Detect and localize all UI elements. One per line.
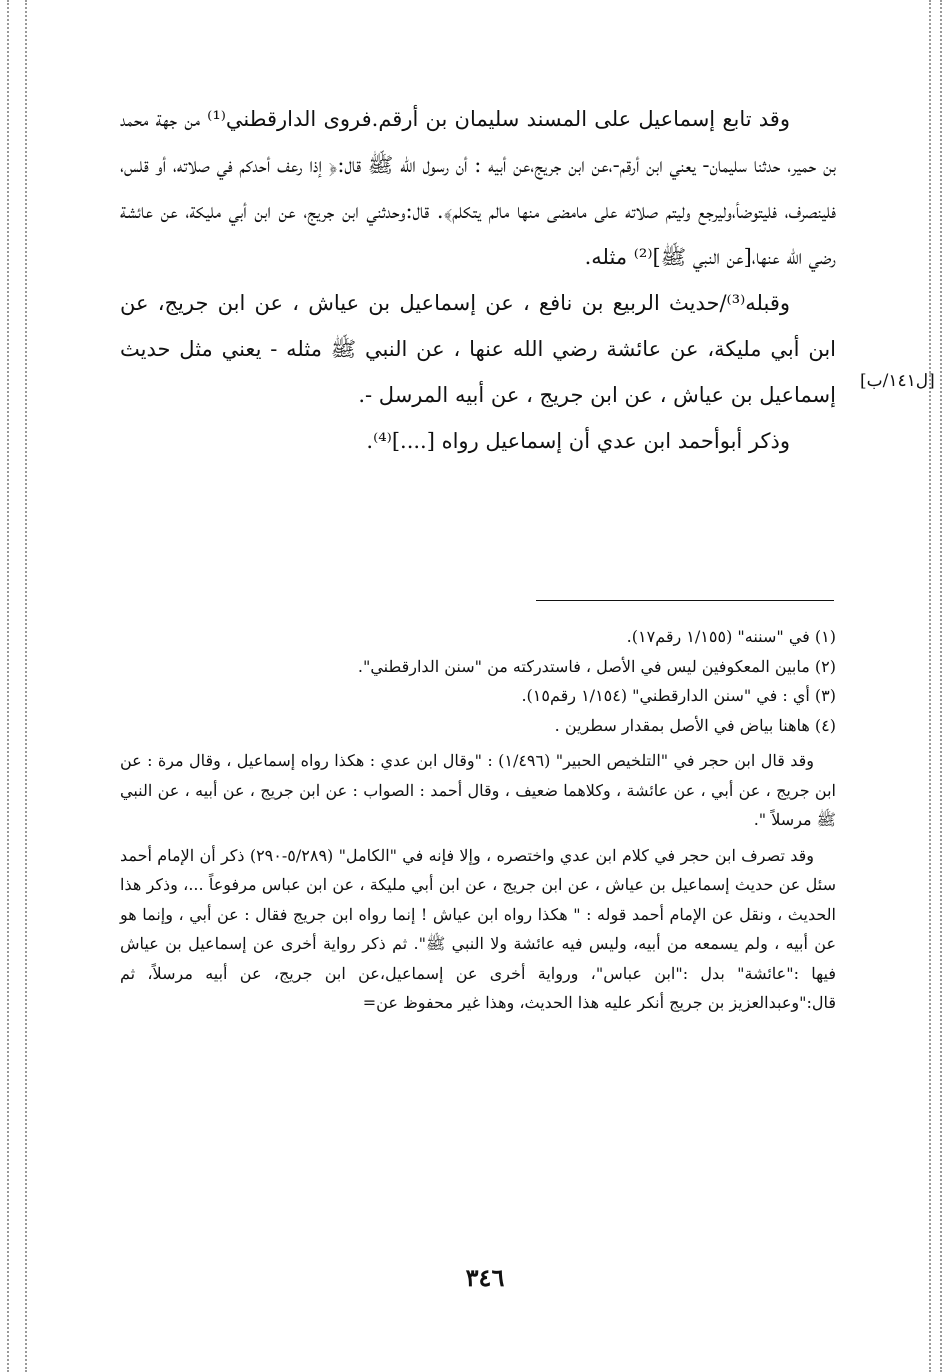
manuscript-folio-note: [ل١٤١/ب]	[860, 371, 935, 391]
paragraph-1: وقد تابع إسماعيل على المسند سليمان بن أرقم.فروى الدارقطني⁽¹⁾ من جهة محمد بن حمير، حدثنا سليمان- يعني ابن أرقم-،عن ابن جريج،عن أبيه : أن رسول الله ﷺ قال:﴿ إذا رعف أحدكم في صلاته، أو قلس، فلينصرف، فليتوضأ،وليرجع وليتم صلاته على مامضى منها مالم يتكلم﴾. قال:وحدثني ابن جريج، عن ابن أبي مليكة، عن عائشة رضي الله عنها،[عن النبي ﷺ]⁽²⁾ مثله.	[120, 107, 836, 269]
footnotes	[120, 622, 836, 1018]
scan-edge-right-outer	[940, 0, 942, 1372]
footnote-separator	[536, 600, 834, 601]
main-text	[120, 96, 836, 464]
footnote-4-quote-2: وقد تصرف ابن حجر في كلام ابن عدي واختصره ، وإلا فإنه في "الكامل" (٥/٢٨٩-٢٩٠) ذكر أن الإمام أحمد سئل عن حديث إسماعيل بن عياش ، عن ابن جريج ، عن ابن أبي مليكة ، عن ابن عباس مرفوعاً ...، وذكر هذا الحديث ، ونقل عن الإمام أحمد قوله : " هكذا رواه ابن عياش ! إنما رواه ابن جريج فقال : عن أبي ، وإنما هو عن أبيه ، ولم يسمعه من أبيه، وليس فيه عائشة ولا النبي ﷺ". ثم ذكر رواية أخرى عن إسماعيل بن عياش فيها :"عائشة" بدل :"ابن عباس"، ورواية أخرى عن إسماعيل،عن ابن جريج، عن أبيه مرسلاً، ثم قال:"وعبدالعزيز بن جريج أنكر عليه هذا الحديث، وهذا غير محفوظ عن=	[120, 845, 836, 1012]
scan-edge-right-inner	[929, 0, 931, 1372]
footnote-1: (١) في "سننه" (١/١٥٥ رقم١٧).	[626, 627, 836, 646]
scan-edge-left-inner	[25, 0, 27, 1372]
paragraph-3: وذكر أبوأحمد ابن عدي أن إسماعيل رواه [....]⁽⁴⁾.	[366, 429, 790, 453]
footnote-3: (٣) أي : في "سنن الدارقطني" (١/١٥٤ رقم١٥).	[521, 686, 836, 705]
footnote-4: (٤) هاهنا بياض في الأصل بمقدار سطرين .	[554, 715, 836, 735]
page-number: ٣٤٦	[465, 1263, 505, 1292]
paragraph-2: وقبله⁽³⁾/حديث الربيع بن نافع ، عن إسماعيل بن عياش ، عن ابن جريج، عن ابن أبي مليكة، عن عائشة رضي الله عنها ، عن النبي ﷺ مثله - يعني مثل حديث إسماعيل بن عياش ، عن ابن جريج ، عن أبيه المرسل -.	[120, 291, 836, 407]
scan-edge-left-outer	[7, 0, 9, 1372]
footnote-4-quote-1: وقد قال ابن حجر في "التلخيص الحبير" (١/٤٩٦) : "وقال ابن عدي : هكذا رواه إسماعيل ، وقال مرة : عن ابن جريج ، عن أبي ، عن عائشة ، وكلاهما ضعيف ، وقال أحمد : الصواب : عن ابن جريج ، عن أبيه ، عن النبي ﷺ مرسلاً ".	[120, 751, 836, 829]
footnote-2: (٢) مابين المعكوفين ليس في الأصل ، فاستدركته من "سنن الدارقطني".	[357, 656, 836, 676]
